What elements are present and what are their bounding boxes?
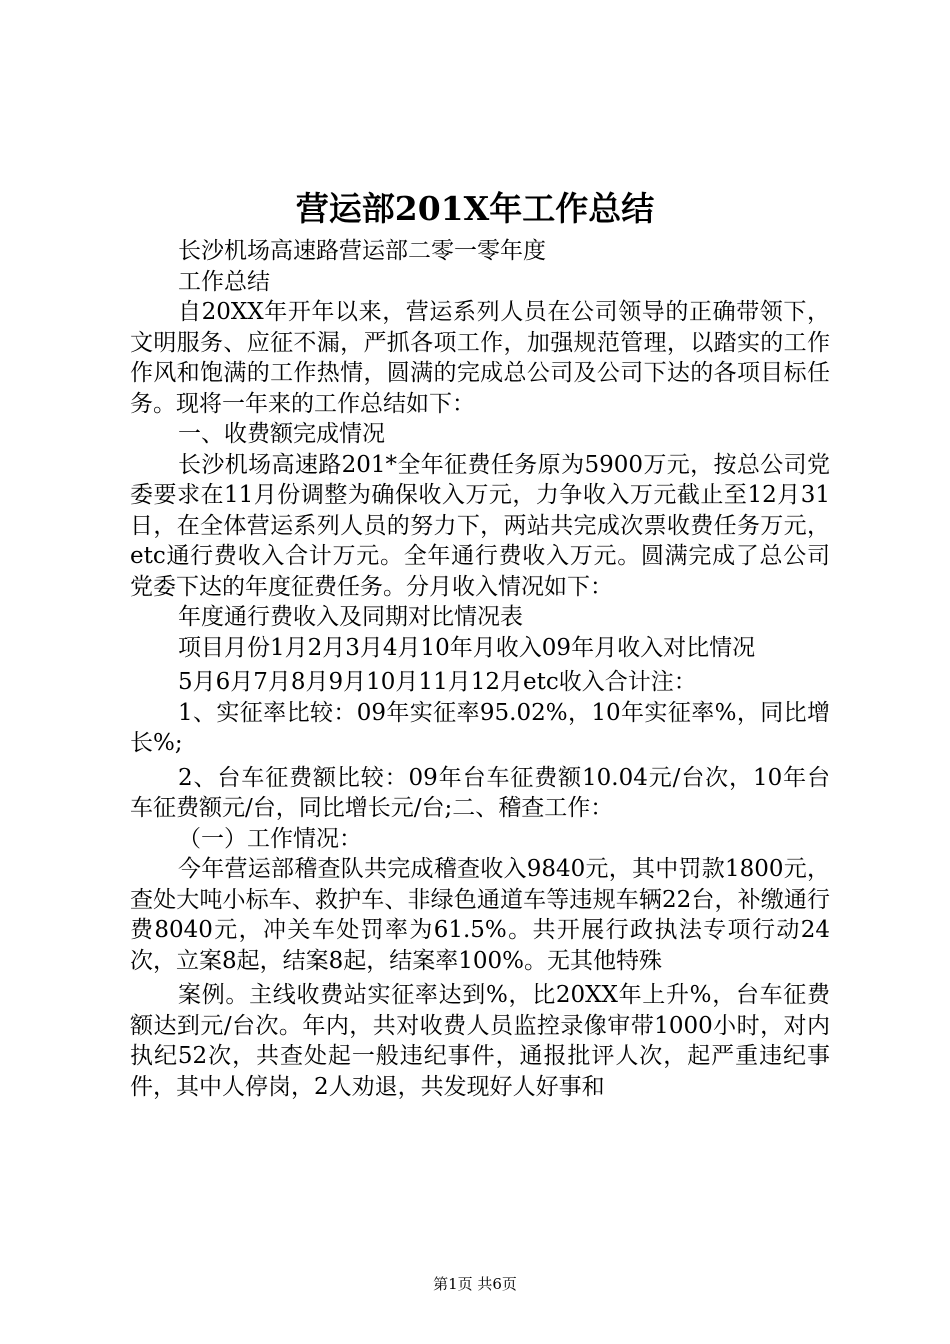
paragraph-inspection: 今年营运部稽查队共完成稽查收入9840元，其中罚款1800元，查处大吨小标车、救护车、非绿色通道车等违规车辆22台，补缴通行费8040元，冲关车处罚率为61.5%。共开展行政执法专项行动24次，立案8起，结案8起，结案率100%。无其他特殊 [130,856,830,974]
table-header-text: 项目月份1月2月3月4月10年月收入09年月收入对比情况 [178,634,756,661]
paragraph-subtitle-2: 工作总结 [178,268,270,295]
paragraph-subtitle: 长沙机场高速路营运部二零一零年度 [178,238,546,264]
document-body [130,236,830,1102]
page-footer: 第1页 共6页 [433,1275,517,1293]
paragraph-cases: 案例。主线收费站实征率达到%，比20XX年上升%，台车征费额达到元/台次。年内，共对收费人员监控录像审带1000小时，对内执纪52次，共查处起一般违纪事件，通报批评人次，起严重违纪事件，其中人停岗，2人劝退，共发现好人好事和 [130,982,830,1100]
page-title: 营运部201X年工作总结 [295,189,655,228]
paragraph-fee: 长沙机场高速路201*全年征费任务原为5900万元，按总公司党委要求在11月份调整为确保收入万元，力争收入万元截止至12月31日，在全体营运系列人员的努力下，两站共完成次票收费任务万元，etc通行费收入合计万元。全年通行费收入万元。圆满完成了总公司党委下达的年度征费任务。分月收入情况如下： [130,451,830,600]
section-heading-fee: 一、收费额完成情况 [178,421,385,447]
note-collection-rate: 1、实征率比较：09年实征率95.02%，10年实征率%，同比增长%; [130,699,830,756]
table-months-text: 5月6月7月8月9月10月11月12月etc收入合计注： [178,669,697,695]
paragraph-intro: 自20XX年开年以来，营运系列人员在公司领导的正确带领下，文明服务、应征不漏，严抓各项工作，加强规范管理，以踏实的工作作风和饱满的工作热情，圆满的完成总公司及公司下达的各项目标任务。现将一年来的工作总结如下： [130,299,830,417]
table-caption: 年度通行费收入及同期对比情况表 [178,604,523,630]
section-heading-work: （一）工作情况： [178,825,362,852]
note-per-vehicle: 2、台车征费额比较：09年台车征费额10.04元/台次，10年台车征费额元/台，同比增长元/台;二、稽查工作： [130,764,830,821]
